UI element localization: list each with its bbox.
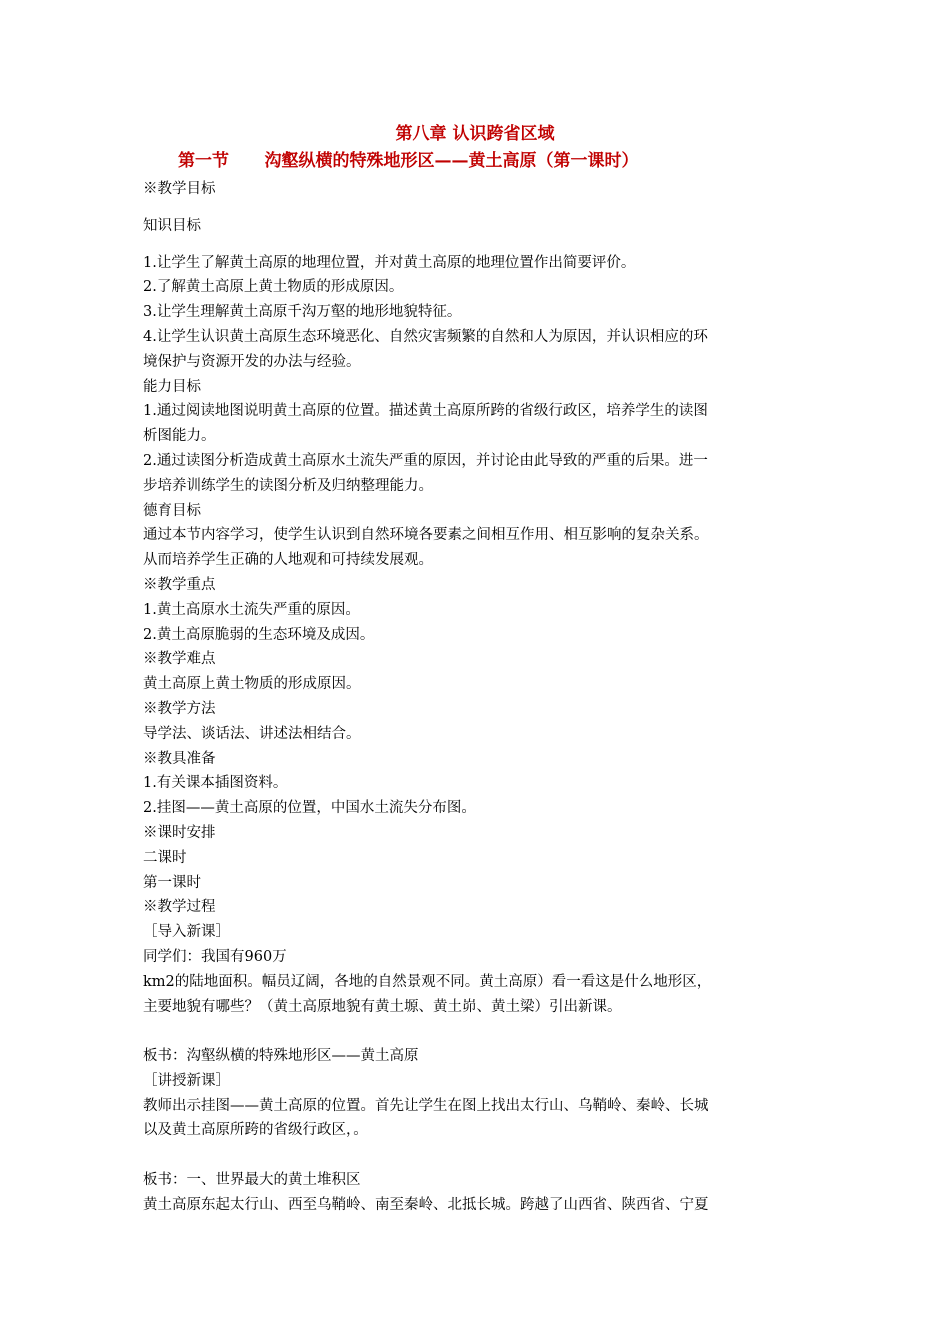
text-line: ※教具准备 (143, 750, 216, 767)
text-line: 境保护与资源开发的办法与经验。 (143, 353, 361, 370)
text-line: ※教学目标 (143, 181, 216, 197)
text-line: 第一课时 (143, 874, 201, 891)
text-line: ※教学方法 (143, 700, 216, 717)
text-line: 通过本节内容学习，使学生认识到自然环境各要素之间相互作用、相互影响的复杂关系。 (143, 527, 709, 544)
text-line: 3.让学生理解黄土高原千沟万壑的地形地貌特征。 (143, 304, 462, 321)
text-line: 1.有关课本插图资料。 (143, 775, 288, 792)
text-line: ※教学难点 (143, 651, 216, 668)
section-title: 第一节 沟壑纵横的特殊地形区——黄土高原（第一课时） (178, 151, 639, 171)
text-line: 以及黄土高原所跨的省级行政区，。 (143, 1122, 368, 1139)
text-line: ※教学过程 (143, 899, 216, 916)
text-line: 黄土高原东起太行山、西至乌鞘岭、南至秦岭、北抵长城。跨越了山西省、陕西省、宁夏 (143, 1196, 709, 1213)
text-line: ［讲授新课］ (143, 1072, 230, 1089)
text-line: ※课时安排 (143, 824, 216, 841)
text-line: 2.挂图——黄土高原的位置，中国水土流失分布图。 (143, 800, 476, 817)
text-line: 黄土高原上黄土物质的形成原因。 (143, 676, 361, 693)
text-line: 析图能力。 (143, 428, 216, 445)
text-line: 2.黄土高原脆弱的生态环境及成因。 (143, 626, 375, 643)
text-line: 2.了解黄土高原上黄土物质的形成原因。 (143, 279, 404, 296)
text-line: 板书：沟壑纵横的特殊地形区——黄土高原 (143, 1048, 419, 1065)
text-line: 二课时 (143, 849, 187, 866)
text-line: 知识目标 (143, 217, 201, 234)
text-line: ［导入新课］ (143, 924, 230, 941)
text-line: 主要地貌有哪些？（黄土高原地貌有黄土塬、黄土峁、黄土梁）引出新课。 (143, 998, 622, 1015)
text-line: 同学们：我国有960万 (143, 948, 287, 965)
blank-line (143, 202, 813, 214)
text-line: 导学法、谈话法、讲述法相结合。 (143, 725, 361, 742)
text-line: 1.让学生了解黄土高原的地理位置，并对黄土高原的地理位置作出简要评价。 (143, 254, 636, 271)
text-line: 德育目标 (143, 502, 201, 519)
chapter-title: 第八章 认识跨省区域 (395, 124, 555, 144)
blank-line (143, 1019, 813, 1044)
text-line: 1.黄土高原水土流失严重的原因。 (143, 601, 360, 618)
text-line: 4.让学生认识黄土高原生态环境恶化、自然灾害频繁的自然和人为原因，并认识相应的环 (143, 328, 708, 345)
text-line: 能力目标 (143, 378, 201, 395)
text-line: km2的陆地面积。幅员辽阔，各地的自然景观不同。黄土高原）看一看这是什么地形区， (143, 973, 712, 990)
blank-line (143, 1143, 813, 1168)
document-body (143, 177, 813, 1218)
text-line: 1.通过阅读地图说明黄土高原的位置。描述黄土高原所跨的省级行政区，培养学生的读图 (143, 403, 708, 420)
text-line: ※教学重点 (143, 576, 216, 593)
text-line: 从而培养学生正确的人地观和可持续发展观。 (143, 552, 433, 569)
text-line: 教师出示挂图——黄土高原的位置。首先让学生在图上找出太行山、乌鞘岭、秦岭、长城 (143, 1097, 709, 1114)
text-line: 步培养训练学生的读图分析及归纳整理能力。 (143, 477, 433, 494)
text-line: 板书：一、世界最大的黄土堆积区 (143, 1172, 361, 1189)
blank-line (143, 239, 813, 251)
text-line: 2.通过读图分析造成黄土高原水土流失严重的原因，并讨论由此导致的严重的后果。进一 (143, 452, 708, 469)
